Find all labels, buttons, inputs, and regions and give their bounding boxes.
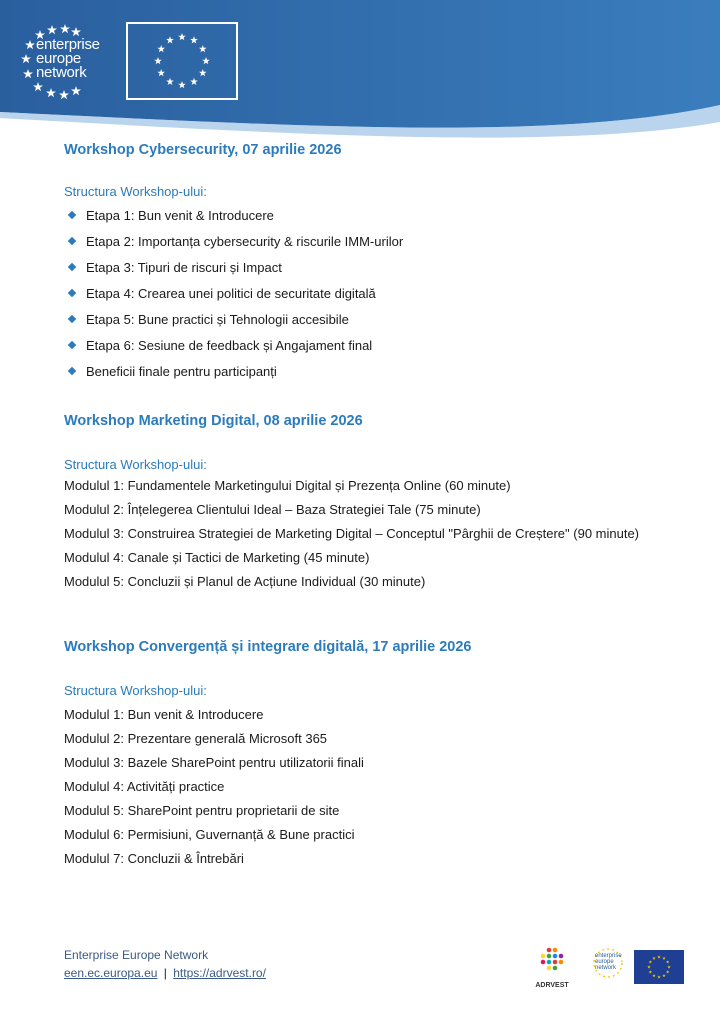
bullet-list xyxy=(64,207,403,389)
list-item: Modulul 7: Concluzii & Întrebări xyxy=(64,851,244,866)
flag-star xyxy=(178,81,186,88)
structure-label: Structura Workshop-ului: xyxy=(64,184,207,199)
diamond-bullet-icon xyxy=(68,263,76,271)
workshop-section-convergence xyxy=(64,639,664,866)
een-small-logo-text xyxy=(595,953,622,971)
footer-links xyxy=(64,966,266,980)
list-item: Modulul 3: Construirea Strategiei de Marketing Digital – Conceptul "Pârghii de Creștere" (90 minute) xyxy=(64,526,640,541)
flag-star xyxy=(652,957,655,960)
adrvest-logo-text: ADRVEST xyxy=(535,982,569,989)
module-list xyxy=(64,706,364,874)
eu-flag-icon xyxy=(126,22,238,100)
flag-star xyxy=(649,970,652,973)
workshop-section-cybersecurity xyxy=(64,142,664,379)
diamond-bullet-icon xyxy=(68,237,76,245)
list-item: Modulul 5: SharePoint pentru proprietarii de site xyxy=(64,803,340,818)
list-item: Modulul 4: Canale și Tactici de Marketing (45 minute) xyxy=(64,550,370,565)
list-item: Modulul 2: Înțelegerea Clientului Ideal – Baza Strategiei Tale (75 minute) xyxy=(64,502,481,517)
flag-star xyxy=(657,975,660,978)
adrvest-dot xyxy=(547,960,552,965)
flag-star xyxy=(154,57,162,64)
structure-label: Structura Workshop-ului: xyxy=(64,683,207,698)
list-item: Etapa 3: Tipuri de riscuri și Impact xyxy=(64,259,403,285)
section-title: Workshop Convergență și integrare digitală, 17 aprilie 2026 xyxy=(64,639,472,655)
footer-org-name: Enterprise Europe Network xyxy=(64,948,209,962)
een-logo-text xyxy=(36,38,100,80)
een-small-logo-line: network xyxy=(595,965,617,971)
list-item: Modulul 2: Prezentare generală Microsoft 365 xyxy=(64,731,328,746)
flag-star xyxy=(666,960,669,963)
adrvest-dot xyxy=(541,954,546,959)
footer-link-adrvest[interactable]: https://adrvest.ro/ xyxy=(173,966,266,980)
flag-star xyxy=(166,78,174,85)
flag-star xyxy=(662,957,665,960)
section-title: Workshop Cybersecurity, 07 aprilie 2026 xyxy=(64,142,342,158)
adrvest-dot xyxy=(547,948,552,953)
een-logo-line: europe xyxy=(36,50,81,67)
een-small-logo-line: enterprise xyxy=(595,953,622,959)
section-title: Workshop Marketing Digital, 08 aprilie 2026 xyxy=(64,413,363,429)
diamond-bullet-icon xyxy=(68,315,76,323)
flag-star xyxy=(157,69,165,76)
een-logo-line: network xyxy=(36,64,87,81)
list-item: Modulul 1: Bun venit & Introducere xyxy=(64,707,264,722)
list-item: Modulul 3: Bazele SharePoint pentru utilizatorii finali xyxy=(64,755,364,770)
flag-star xyxy=(199,69,207,76)
een-small-logo-line: europe xyxy=(595,959,614,965)
footer-link-een[interactable]: een.ec.europa.eu xyxy=(64,966,158,980)
adrvest-dot xyxy=(541,960,546,965)
flag-star xyxy=(190,78,198,85)
list-item: Modulul 4: Activități practice xyxy=(64,779,225,794)
list-item: Modulul 6: Permisiuni, Guvernanță & Bune practici xyxy=(64,827,355,842)
adrvest-dot xyxy=(547,954,552,959)
flag-star xyxy=(657,955,660,958)
flag-star xyxy=(157,45,165,52)
header-band xyxy=(0,0,720,140)
adrvest-dot xyxy=(553,954,558,959)
footer-separator: | xyxy=(163,966,167,980)
list-item: Beneficii finale pentru participanți xyxy=(64,363,403,389)
flag-star xyxy=(667,965,670,968)
diamond-bullet-icon xyxy=(68,289,76,297)
flag-star xyxy=(652,974,655,977)
adrvest-dot xyxy=(553,966,558,971)
flag-star xyxy=(199,45,207,52)
list-item: Etapa 6: Sesiune de feedback și Angajament final xyxy=(64,337,403,363)
flag-star xyxy=(647,965,650,968)
list-item: Etapa 5: Bune practici și Tehnologii accesibile xyxy=(64,311,403,337)
list-item: Etapa 4: Crearea unei politici de securitate digitală xyxy=(64,285,403,311)
diamond-bullet-icon xyxy=(68,367,76,375)
adrvest-dot xyxy=(553,960,558,965)
een-logo-line: enterprise xyxy=(36,36,100,53)
flag-star xyxy=(178,33,186,40)
een-small-logo xyxy=(588,945,628,985)
adrvest-dot xyxy=(553,948,558,953)
adrvest-dot xyxy=(559,954,564,959)
flag-star xyxy=(662,974,665,977)
module-list xyxy=(64,477,664,597)
workshop-section-marketing xyxy=(64,413,664,589)
flag-star xyxy=(202,57,210,64)
eu-flag-small-icon xyxy=(634,950,684,984)
flag-star xyxy=(190,36,198,43)
flag-star xyxy=(166,36,174,43)
diamond-bullet-icon xyxy=(68,211,76,219)
structure-label: Structura Workshop-ului: xyxy=(64,457,207,472)
list-item: Modulul 5: Concluzii și Planul de Acțiune Individual (30 minute) xyxy=(64,574,426,589)
list-item: Modulul 1: Fundamentele Marketingului Digital și Prezența Online (60 minute) xyxy=(64,478,511,493)
flag-star xyxy=(666,970,669,973)
adrvest-dots-icon xyxy=(532,945,572,975)
list-item: Etapa 1: Bun venit & Introducere xyxy=(64,207,403,233)
adrvest-dot xyxy=(559,960,564,965)
list-item: Etapa 2: Importanța cybersecurity & riscurile IMM-urilor xyxy=(64,233,403,259)
adrvest-dot xyxy=(547,966,552,971)
flag-star xyxy=(649,960,652,963)
diamond-bullet-icon xyxy=(68,341,76,349)
adrvest-logo xyxy=(532,945,572,989)
